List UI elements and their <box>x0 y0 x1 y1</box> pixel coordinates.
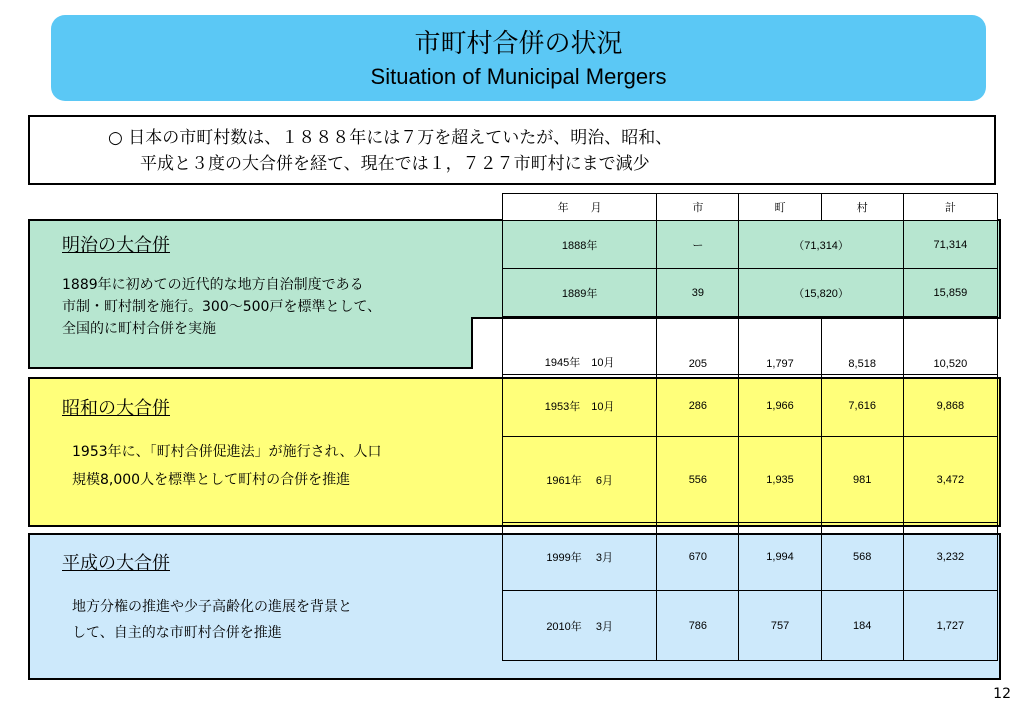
table-row <box>503 375 998 437</box>
cell-son: 8,518 <box>821 317 903 375</box>
cell-kei: 3,232 <box>903 523 997 591</box>
meiji-desc-line-2: 市制・町村制を施行。300～500戸を標準として、 <box>62 299 382 315</box>
cell-kei: 1,727 <box>903 591 997 661</box>
cell-cho: 1,935 <box>739 437 821 523</box>
summary-line-2: 平成と３度の大合併を経て、現在では１，７２７市町村にまで減少 <box>140 154 650 174</box>
municipality-count-table <box>502 193 998 661</box>
cell-date: 1961年 6月 <box>503 437 657 523</box>
header-cho: 町 <box>739 194 821 221</box>
cell-date: 1945年 10月 <box>503 317 657 375</box>
table-row <box>503 221 998 269</box>
cell-cho: 1,994 <box>739 523 821 591</box>
cell-kei: 15,859 <box>903 269 997 317</box>
page-number: 12 <box>993 686 1011 702</box>
cell-shi: 556 <box>657 437 739 523</box>
table-row <box>503 437 998 523</box>
cell-son: 184 <box>821 591 903 661</box>
cell-son: 981 <box>821 437 903 523</box>
cell-kei: 10,520 <box>903 317 997 375</box>
cell-son: 568 <box>821 523 903 591</box>
showa-desc-line-2: 規模8,000人を標準として町村の合併を推進 <box>72 472 351 488</box>
cell-cho: 1,966 <box>739 375 821 437</box>
cell-choson: （15,820） <box>739 269 903 317</box>
meiji-desc-line-1: 1889年に初めての近代的な地方自治制度である <box>62 277 364 293</box>
cell-shi: 205 <box>657 317 739 375</box>
cell-cho: 757 <box>739 591 821 661</box>
cell-kei: 71,314 <box>903 221 997 269</box>
summary-line-1: ○ 日本の市町村数は、１８８８年には７万を超えていたが、明治、昭和、 <box>108 128 673 148</box>
showa-title: 昭和の大合併 <box>62 398 170 419</box>
table-header-row <box>503 194 998 221</box>
table-row <box>503 523 998 591</box>
showa-desc-line-1: 1953年に、「町村合併促進法」が施行され、人口 <box>72 444 382 460</box>
cell-shi: ー <box>657 221 739 269</box>
cell-kei: 9,868 <box>903 375 997 437</box>
title-banner <box>51 15 986 101</box>
header-shi: 市 <box>657 194 739 221</box>
header-son: 村 <box>821 194 903 221</box>
cell-kei: 3,472 <box>903 437 997 523</box>
meiji-title: 明治の大合併 <box>62 235 170 256</box>
meiji-desc-line-3: 全国的に町村合併を実施 <box>62 321 216 337</box>
cell-cho: 1,797 <box>739 317 821 375</box>
cell-shi: 286 <box>657 375 739 437</box>
cell-date: 1999年 3月 <box>503 523 657 591</box>
heisei-title: 平成の大合併 <box>62 553 170 574</box>
heisei-desc-line-2: して、自主的な市町村合併を推進 <box>72 625 282 641</box>
cell-choson: （71,314） <box>739 221 903 269</box>
summary-box <box>28 115 996 185</box>
table-row <box>503 591 998 661</box>
cell-son: 7,616 <box>821 375 903 437</box>
table-row <box>503 269 998 317</box>
header-kei: 計 <box>903 194 997 221</box>
heisei-desc-line-1: 地方分権の推進や少子高齢化の進展を背景と <box>72 599 352 615</box>
cell-date: 1953年 10月 <box>503 375 657 437</box>
cell-shi: 786 <box>657 591 739 661</box>
cell-shi: 39 <box>657 269 739 317</box>
cell-date: 1889年 <box>503 269 657 317</box>
cell-shi: 670 <box>657 523 739 591</box>
title-english: Situation of Municipal Mergers <box>370 64 667 89</box>
cell-date: 2010年 3月 <box>503 591 657 661</box>
title-japanese: 市町村合併の状況 <box>414 29 623 59</box>
header-date: 年 月 <box>503 194 657 221</box>
cell-date: 1888年 <box>503 221 657 269</box>
table-row <box>503 317 998 375</box>
